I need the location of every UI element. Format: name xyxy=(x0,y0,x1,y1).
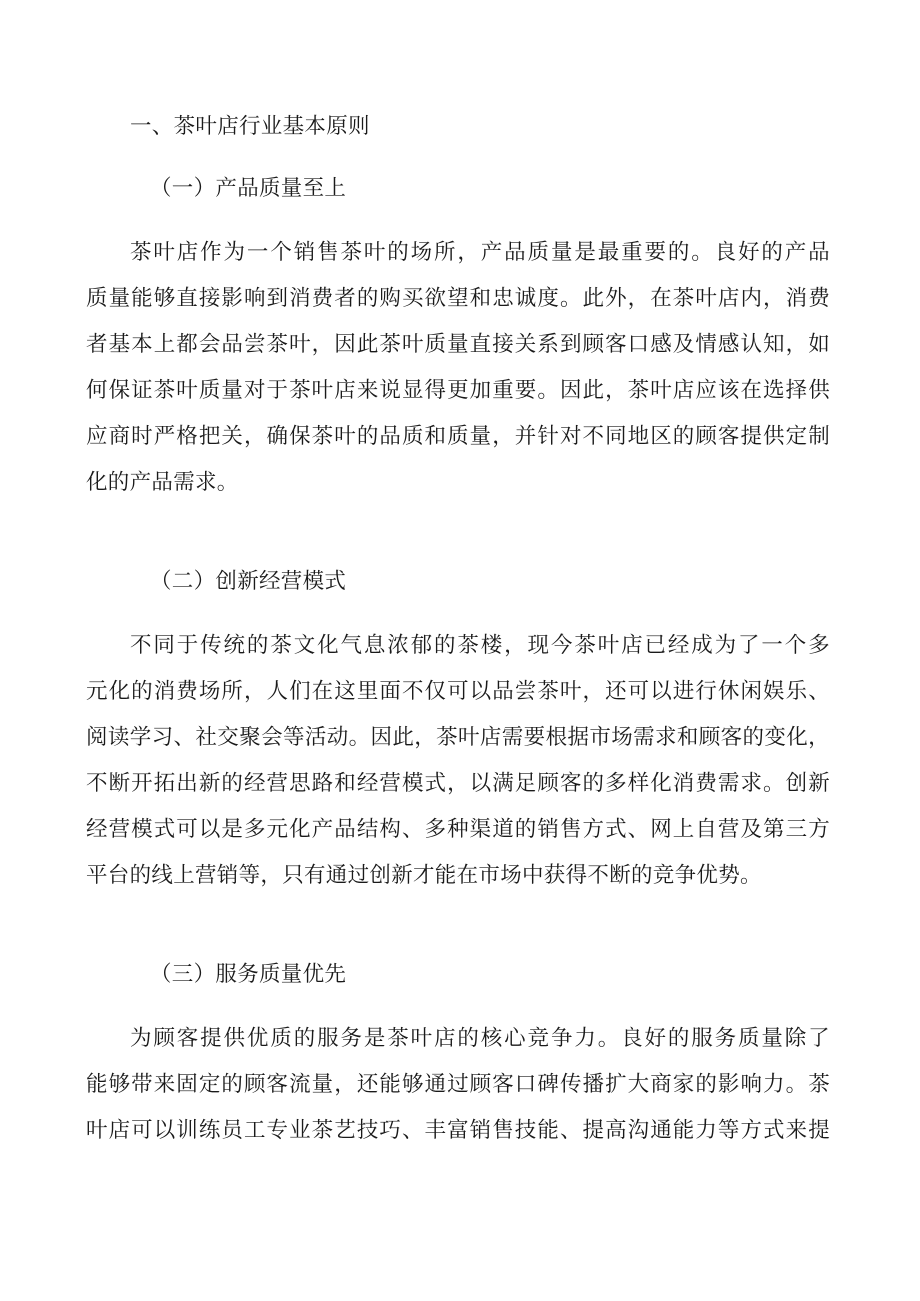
paragraph-line: 应商时严格把关，确保茶叶的品质和质量，并针对不同地区的顾客提供定制 xyxy=(86,424,830,449)
paragraph-line: 质量能够直接影响到消费者的购买欲望和忠诚度。此外，在茶叶店内，消费 xyxy=(86,286,830,311)
paragraph-line: 能够带来固定的顾客流量，还能够通过顾客口碑传播扩大商家的影响力。茶 xyxy=(86,1072,830,1097)
section-heading: 一、茶叶店行业基本原则 xyxy=(130,114,370,139)
subsection-title-3: （三）服务质量优先 xyxy=(150,962,347,987)
paragraph-line: 叶店可以训练员工专业茶艺技巧、丰富销售技能、提高沟通能力等方式来提 xyxy=(86,1118,830,1143)
paragraph-line: 元化的消费场所，人们在这里面不仅可以品尝茶叶，还可以进行休闲娱乐、 xyxy=(86,679,830,704)
paragraph-line: 经营模式可以是多元化产品结构、多种渠道的销售方式、网上自营及第三方 xyxy=(86,817,830,842)
paragraph-line: 茶叶店作为一个销售茶叶的场所，产品质量是最重要的。良好的产品 xyxy=(130,240,830,265)
paragraph-line: 平台的线上营销等，只有通过创新才能在市场中获得不断的竞争优势。 xyxy=(86,863,762,888)
paragraph-line: 何保证茶叶质量对于茶叶店来说显得更加重要。因此，茶叶店应该在选择供 xyxy=(86,378,830,403)
paragraph-line: 者基本上都会品尝茶叶，因此茶叶质量直接关系到顾客口感及情感认知，如 xyxy=(86,332,830,357)
paragraph-line: 不同于传统的茶文化气息浓郁的茶楼，现今茶叶店已经成为了一个多 xyxy=(130,633,830,658)
paragraph-line: 阅读学习、社交聚会等活动。因此，茶叶店需要根据市场需求和顾客的变化， xyxy=(86,725,830,750)
paragraph-line: 为顾客提供优质的服务是茶叶店的核心竞争力。良好的服务质量除了 xyxy=(130,1026,830,1051)
paragraph-line: 化的产品需求。 xyxy=(86,470,239,495)
subsection-title-2: （二）创新经营模式 xyxy=(150,569,347,594)
subsection-title-1: （一）产品质量至上 xyxy=(150,176,347,201)
paragraph-line: 不断开拓出新的经营思路和经营模式，以满足顾客的多样化消费需求。创新 xyxy=(86,771,830,796)
